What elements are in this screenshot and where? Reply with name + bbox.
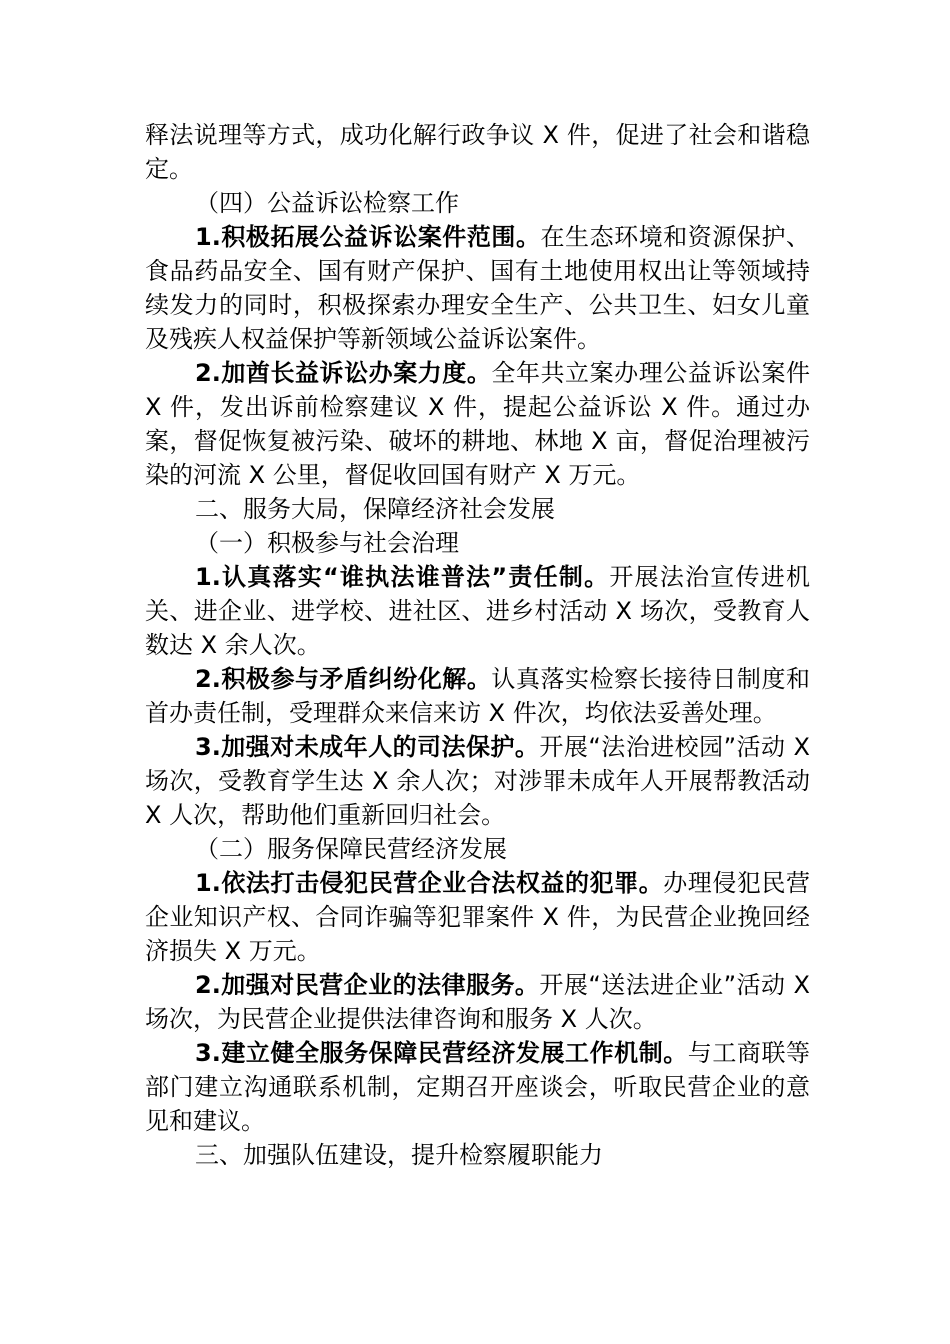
section-heading-serve-overall: 二、服务大局，保障经济社会发展 (195, 495, 555, 523)
paragraph-case-handling (145, 356, 810, 492)
paragraph-lead: 2.加强对民营企业的法律服务。 (195, 971, 540, 999)
paragraph-legal-services (145, 968, 810, 1036)
section-heading-public-interest: （四）公益诉讼检察工作 (195, 189, 459, 217)
paragraph-dispute-resolution: 释法说理等方式，成功化解行政争议 X 件，促进了社会和谐稳定。 (145, 121, 810, 183)
paragraph-law-publicity (145, 560, 810, 662)
paragraph-lead: 3.建立健全服务保障民营经济发展工作机制。 (195, 1039, 688, 1067)
paragraph-body: 开展法治宣传进机关、进企业、进学校、进社区、进乡村活动 X 场次，受教育人数达 X 余人次。 (145, 563, 810, 659)
paragraph-expand-scope (145, 220, 810, 356)
section-heading-team-building: 三、加强队伍建设，提升检察履职能力 (195, 1141, 603, 1169)
paragraph-lead: 1.依法打击侵犯民营企业合法权益的犯罪。 (195, 869, 664, 897)
paragraph-lead: 3.加强对未成年人的司法保护。 (195, 733, 540, 761)
paragraph-dispute-mediation (145, 662, 810, 730)
paragraph-lead: 2.积极参与矛盾纠纷化解。 (195, 665, 492, 693)
paragraph-body: 与工商联等部门建立沟通联系机制，定期召开座谈会，听取民营企业的意见和建议。 (145, 1039, 810, 1135)
paragraph-minor-protection (145, 730, 810, 832)
paragraph-body: 全年共立案办理公益诉讼案件 X 件，发出诉前检察建议 X 件，提起公益诉讼 X 件。通过办案，督促恢复被污染、破坏的耕地、林地 X 亩，督促治理被污染的河流 X 公里，督促收回国有财产 X 万元。 (145, 359, 810, 489)
paragraph-body: 办理侵犯民营企业知识产权、合同诈骗等犯罪案件 X 件，为民营企业挽回经济损失 X 万元。 (145, 869, 810, 965)
paragraph-lead: 1.积极拓展公益诉讼案件范围。 (195, 223, 541, 251)
paragraph-lead: 2.加酋长益诉讼办案力度。 (195, 359, 492, 387)
paragraph-work-mechanism (145, 1036, 810, 1138)
paragraph-lead: 1.认真落实“谁执法谁普法”责任制。 (195, 563, 610, 591)
paragraph-body: 认真落实检察长接待日制度和首办责任制，受理群众来信来访 X 件次，均依法妥善处理。 (145, 665, 810, 727)
paragraph-body: 在生态环境和资源保护、食品药品安全、国有财产保护、国有土地使用权出让等领域持续发力的同时，积极探索办理安全生产、公共卫生、妇女儿童及残疾人权益保护等新领域公益诉讼案件。 (145, 223, 810, 353)
paragraph-body: 开展“法治进校园”活动 X 场次，受教育学生达 X 余人次；对涉罪未成年人开展帮教活动 X 人次，帮助他们重新回归社会。 (145, 733, 810, 829)
document-page (145, 118, 810, 1172)
section-heading-private-economy: （二）服务保障民营经济发展 (195, 835, 507, 863)
paragraph-crime-crackdown (145, 866, 810, 968)
paragraph-body: 开展“送法进企业”活动 X 场次，为民营企业提供法律咨询和服务 X 人次。 (145, 971, 810, 1033)
section-heading-social-governance: （一）积极参与社会治理 (195, 529, 459, 557)
